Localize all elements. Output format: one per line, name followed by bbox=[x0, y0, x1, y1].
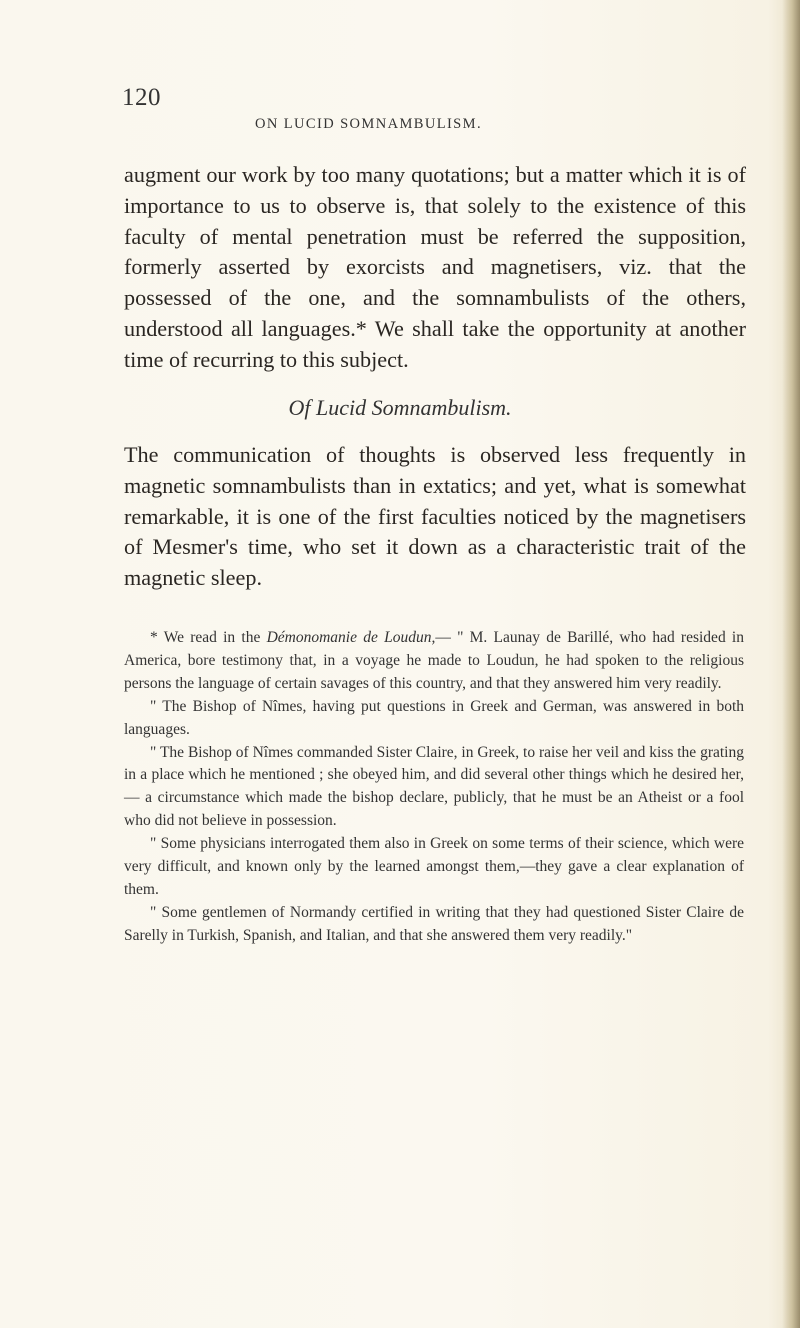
footnote-work-title: Démonomanie de Loudun, bbox=[266, 629, 436, 646]
paragraph-2: The communication of thoughts is observed less frequently in magnetic somnambulists than in extatics; and yet, what is somewhat remarkable, it is one of the first faculties noticed by the magnetisers of Mesmer's time, who set it down as a characteristic trait of the magnetic sleep. bbox=[124, 442, 746, 591]
footnote-paragraph: " The Bishop of Nîmes commanded Sister Claire, in Greek, to raise her veil and kiss the grating in a place which he mentioned ; she obeyed him, and did several other things which he desired her,— a circumstance which made the bishop declare, publicly, that he must be an Atheist or a fool who did not believe in possession. bbox=[124, 743, 744, 830]
footnote-paragraph: " The Bishop of Nîmes, having put questions in Greek and German, was answered in both languages. bbox=[124, 697, 744, 738]
footnote-intro: * We read in the bbox=[150, 629, 267, 646]
page-number: 120 bbox=[122, 84, 161, 111]
footnote bbox=[124, 627, 744, 948]
section-heading: Of Lucid Somnambulism. bbox=[288, 395, 512, 420]
running-head: ON LUCID SOMNAMBULISM. bbox=[255, 116, 482, 132]
footnote-paragraph: " Some physicians interrogated them also in Greek on some terms of their science, which were very difficult, and known only by the learned amongst them,—they gave a clear explanation of them. bbox=[124, 835, 744, 898]
footnote-paragraph bbox=[124, 627, 744, 696]
footnote-text: — " M. Launay de Barillé, who had resided in America, bore testimony that, in a voyage he made to Loudun, he had spoken to the religious persons the language of certain savages of this country, and that they answered him very readily. bbox=[124, 629, 744, 692]
footnote-paragraph: " Some gentlemen of Normandy certified in writing that they had questioned Sister Claire de Sarelly in Turkish, Spanish, and Italian, and that she answered them very readily." bbox=[124, 903, 744, 944]
paragraph-1: augment our work by too many quotations; but a matter which it is of importance to us to observe is, that solely to the existence of this faculty of mental penetration must be referred the supposition, formerly asserted by exorcists and magnetisers, viz. that the possessed of the one, and the somnambulists of the others, understood all languages.* We shall take the opportunity at another time of recurring to this subject. bbox=[124, 162, 746, 372]
page-edge-shadow bbox=[782, 0, 800, 1328]
